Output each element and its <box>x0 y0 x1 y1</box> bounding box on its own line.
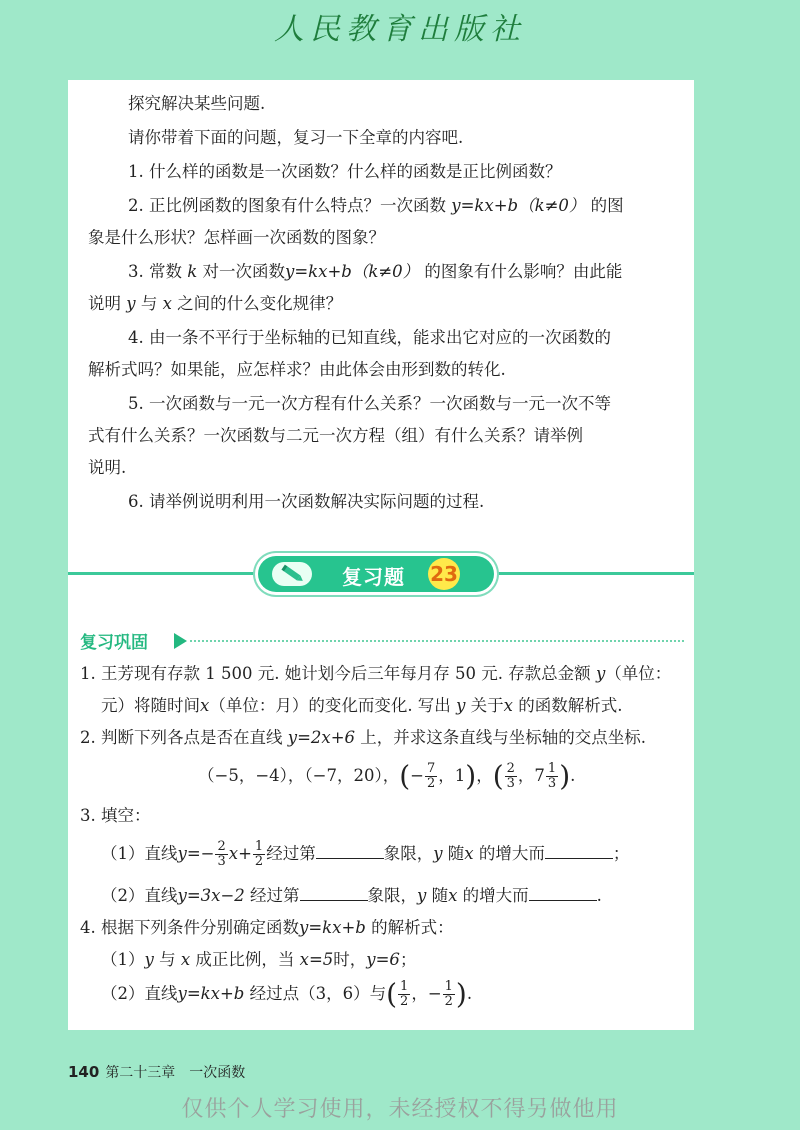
text: 经过第 <box>266 844 316 863</box>
text: 说明 <box>88 294 121 313</box>
answer-blank[interactable] <box>545 844 613 859</box>
watermark: 仅供个人学习使用，未经授权不得另做他用 <box>181 1097 619 1122</box>
summary-q3-line2 <box>88 294 342 314</box>
exercise-2-line1 <box>80 728 646 748</box>
text: 元）将随时间 <box>101 696 200 715</box>
var-y: y <box>417 886 427 905</box>
answer-blank[interactable] <box>529 886 597 901</box>
exercise-2-points: （−5，−4），（−7，20），(− $\frac{7}{2}$ ，1)，( $\frac{2}{3}$ ，7 $\frac{1}{3}$ ). <box>198 759 576 793</box>
text: 的图象有什么影响？由此能 <box>424 262 623 281</box>
dotted-rule <box>190 640 684 642</box>
summary-q2-line1 <box>128 196 624 216</box>
text: 与 <box>140 294 158 313</box>
var-y: y <box>126 294 136 313</box>
text: 经过点（3，6）与 <box>249 984 387 1003</box>
section-number: 23 <box>428 558 460 590</box>
fraction <box>253 840 265 869</box>
exercise-1-line2 <box>101 696 622 716</box>
summary-line0: 探究解决某些问题. <box>128 94 266 113</box>
summary-q4-line2: 解析式吗？如果能，应怎样求？由此体会由形到数的转化. <box>88 360 506 379</box>
formula: y=kx+b <box>285 262 352 281</box>
summary-q3-line1 <box>128 262 622 282</box>
subsection-title: 复习巩固 <box>80 633 148 653</box>
points-plain: （−5，−4），（−7，20）， <box>198 766 400 785</box>
denominator: 2 <box>400 994 409 1009</box>
text: 对一次函数 <box>202 262 285 281</box>
numerator: 1 <box>400 979 409 994</box>
text: . <box>596 886 602 905</box>
numerator: 2 <box>217 839 226 854</box>
denominator: 3 <box>217 854 226 869</box>
text: 的图 <box>590 196 624 215</box>
text: 关于 <box>470 696 504 715</box>
denominator: 2 <box>444 994 453 1009</box>
formula: y=− <box>177 844 215 863</box>
summary-q5-line1: 5. 一次函数与一元一次方程有什么关系？一次函数与一元一次不等 <box>128 394 611 413</box>
text: 随 <box>431 886 449 905</box>
var-x: x <box>162 294 172 313</box>
var-y: y <box>595 664 606 683</box>
summary-q4-line1: 4. 由一条不平行于坐标轴的已知直线，能求出它对应的一次函数的 <box>128 328 611 347</box>
denominator: 3 <box>547 776 557 791</box>
chapter-title: 第二十三章 一次函数 <box>105 1065 246 1081</box>
text: （2）直线 <box>101 886 178 905</box>
arrow-icon <box>174 633 187 649</box>
numerator: 7 <box>426 761 436 776</box>
summary-intro: 请你带着下面的问题，复习一下全章的内容吧. <box>128 128 464 147</box>
text: （1）直线 <box>101 844 178 863</box>
text: 的增大而 <box>478 844 545 863</box>
exercise-4-part2 <box>101 977 473 1011</box>
paren-close: ) <box>455 977 467 1011</box>
exercise-3-part1 <box>101 840 629 869</box>
section-banner <box>258 556 494 592</box>
text: （单位：月）的变化而变化. 写出 <box>209 696 451 715</box>
formula: y=kx+b <box>451 196 519 215</box>
var-x: x <box>200 696 210 715</box>
text: 随 <box>447 844 465 863</box>
text: 1. 王芳现有存款 1 500 元. 她计划今后三年每月存 50 元. 存款总金额 <box>80 664 591 683</box>
text: 时， <box>333 950 367 969</box>
numerator: 1 <box>254 839 264 854</box>
var-k: k <box>187 262 198 281</box>
formula: y=kx+b <box>177 984 245 1003</box>
denominator: 2 <box>254 854 264 869</box>
text: 的解析式： <box>371 918 454 937</box>
text: ； <box>612 844 630 863</box>
text: 成正比例，当 <box>195 950 295 969</box>
paren-open: ( <box>399 759 411 793</box>
var-x: x <box>448 886 458 905</box>
page-footer <box>68 1062 245 1082</box>
text: 之间的什么变化规律？ <box>177 294 343 313</box>
text: 与 <box>159 950 176 969</box>
summary-q5-line2: 式有什么关系？一次函数与二元一次方程（组）有什么关系？请举例 <box>88 426 583 445</box>
text: 的增大而 <box>462 886 529 905</box>
var-y: y <box>433 844 443 863</box>
fraction <box>425 762 437 791</box>
summary-q6: 6. 请举例说明利用一次函数解决实际问题的过程. <box>128 492 485 511</box>
fraction <box>505 762 517 791</box>
denominator: 2 <box>426 776 436 791</box>
paren-open: ( <box>386 977 398 1011</box>
paren-close: ) <box>559 759 571 793</box>
exercise-3-title: 3. 填空： <box>80 806 151 825</box>
text: 2. 判断下列各点是否在直线 <box>80 728 283 747</box>
text: ，7 <box>517 766 545 785</box>
formula: y=3x−2 <box>177 886 245 905</box>
formula-condition: （k≠0） <box>518 196 586 215</box>
publisher-logo: 人民教育出版社 <box>274 12 526 47</box>
formula: x=5 <box>299 950 334 969</box>
text: 象限， <box>383 844 434 863</box>
fraction <box>398 980 410 1009</box>
text: （2）直线 <box>101 984 178 1003</box>
numerator: 1 <box>547 761 557 776</box>
exercise-1-line1 <box>80 664 671 684</box>
text: 象限， <box>367 886 418 905</box>
formula: y=2x+6 <box>287 728 356 747</box>
summary-q1: 1. 什么样的函数是一次函数？什么样的函数是正比例函数？ <box>128 162 562 181</box>
formula: y=kx+b <box>299 918 366 937</box>
page-number: 140 <box>68 1063 100 1081</box>
formula: y=6 <box>366 950 400 969</box>
paren-close: ) <box>465 759 477 793</box>
text: 2. 正比例函数的图象有什么特点？一次函数 <box>128 196 446 215</box>
fraction <box>215 840 227 869</box>
text: 4. 根据下列条件分别确定函数 <box>80 918 299 937</box>
formula: x+ <box>228 844 252 863</box>
numerator: 1 <box>444 979 453 994</box>
text: ，1 <box>438 766 466 785</box>
var-y: y <box>456 696 466 715</box>
text: . <box>570 766 576 785</box>
formula-condition: （k≠0） <box>351 262 420 281</box>
summary-q5-line3: 说明. <box>88 458 127 477</box>
numerator: 2 <box>506 761 515 776</box>
text: （1） <box>101 950 145 969</box>
var-x: x <box>503 696 513 715</box>
summary-q2-line2: 象是什么形状？怎样画一次函数的图象？ <box>88 228 385 247</box>
denominator: 3 <box>506 776 515 791</box>
text: 3. 常数 <box>128 262 182 281</box>
fraction <box>546 762 558 791</box>
var-x: x <box>464 844 474 863</box>
text: 上，并求这条直线与坐标轴的交点坐标. <box>360 728 647 747</box>
text: 经过第 <box>250 886 300 905</box>
exercise-4-title <box>80 918 454 938</box>
text: ； <box>399 950 417 969</box>
exercise-4-part1 <box>101 950 416 970</box>
text: ，− <box>411 984 442 1003</box>
paren-open: ( <box>492 759 504 793</box>
answer-blank[interactable] <box>316 844 384 859</box>
pencil-icon <box>272 562 312 586</box>
var-y: y <box>144 950 154 969</box>
exercise-3-part2 <box>101 886 602 906</box>
section-title: 复习题 <box>342 565 405 589</box>
text: 的函数解析式. <box>518 696 623 715</box>
text: （单位： <box>605 664 672 683</box>
text: . <box>466 984 473 1003</box>
fraction <box>443 980 455 1009</box>
answer-blank[interactable] <box>300 886 368 901</box>
var-x: x <box>180 950 191 969</box>
